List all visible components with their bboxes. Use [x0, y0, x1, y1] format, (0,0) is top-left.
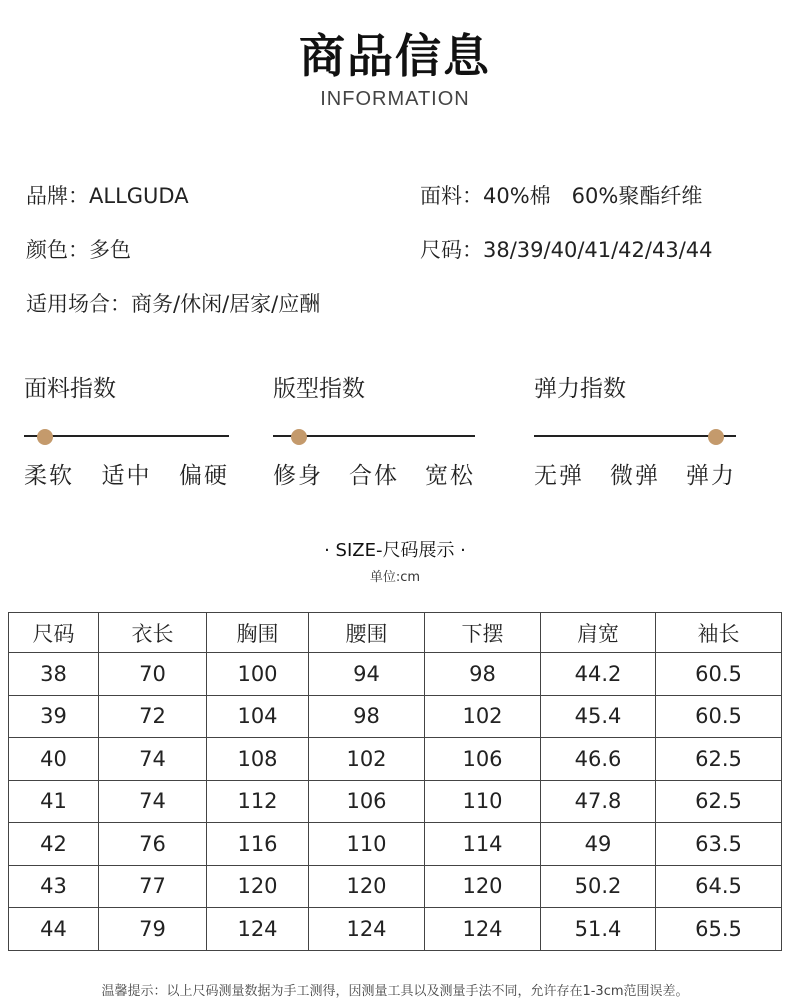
table-row: [9, 653, 782, 696]
occasion-info: 适用场合：商务/休闲/居家/应酬: [26, 292, 321, 316]
table-cell: 106: [309, 780, 425, 823]
table-cell: 120: [207, 865, 309, 908]
page-header: [0, 28, 790, 111]
index-labels: [534, 457, 736, 490]
sizes-info: 尺码：38/39/40/41/42/43/44: [420, 238, 713, 262]
footnote: 温馨提示：以上尺码测量数据为手工测得，因测量工具以及测量手法不同，允许存在1-3cm范围误差。: [101, 984, 689, 999]
table-cell: 110: [425, 780, 541, 823]
column-header: 袖长: [656, 613, 782, 653]
table-cell: 116: [207, 823, 309, 866]
index-label: 修身: [273, 463, 323, 489]
index-title: 弹力指数: [534, 376, 626, 402]
index-labels: [24, 457, 229, 490]
table-cell: 124: [425, 908, 541, 951]
table-cell: 41: [9, 780, 99, 823]
table-cell: 112: [207, 780, 309, 823]
table-cell: 38: [9, 653, 99, 696]
table-cell: 98: [309, 695, 425, 738]
table-row: [9, 780, 782, 823]
table-cell: 100: [207, 653, 309, 696]
index-label: 偏硬: [179, 463, 229, 489]
table-cell: 42: [9, 823, 99, 866]
column-header: 腰围: [309, 613, 425, 653]
index-track: [24, 429, 229, 443]
table-cell: 102: [309, 738, 425, 781]
index-line: [534, 435, 736, 437]
table-cell: 104: [207, 695, 309, 738]
table-cell: 46.6: [541, 738, 656, 781]
table-cell: 63.5: [656, 823, 782, 866]
table-cell: 44: [9, 908, 99, 951]
table-cell: 124: [309, 908, 425, 951]
page-subtitle: INFORMATION: [320, 88, 470, 110]
elasticity-index: [534, 374, 736, 490]
fabric-info: 面料：40%棉 60%聚酯纤维: [420, 184, 703, 208]
index-title: 版型指数: [273, 376, 365, 402]
table-cell: 98: [425, 653, 541, 696]
index-label: 合体: [349, 463, 399, 489]
index-marker: [37, 429, 53, 445]
table-cell: 39: [9, 695, 99, 738]
index-marker: [708, 429, 724, 445]
table-cell: 110: [309, 823, 425, 866]
table-cell: 76: [99, 823, 207, 866]
table-cell: 72: [99, 695, 207, 738]
table-cell: 50.2: [541, 865, 656, 908]
page-title: 商品信息: [299, 29, 491, 83]
table-cell: 94: [309, 653, 425, 696]
size-chart-unit: 单位:cm: [369, 570, 421, 585]
table-row: [9, 695, 782, 738]
index-title: 面料指数: [24, 376, 116, 402]
index-label: 适中: [101, 463, 152, 489]
table-cell: 124: [207, 908, 309, 951]
table-cell: 108: [207, 738, 309, 781]
table-cell: 114: [425, 823, 541, 866]
table-cell: 47.8: [541, 780, 656, 823]
table-cell: 74: [99, 738, 207, 781]
brand-info: 品牌：ALLGUDA: [26, 184, 189, 208]
column-header: 下摆: [425, 613, 541, 653]
table-cell: 65.5: [656, 908, 782, 951]
table-cell: 77: [99, 865, 207, 908]
table-cell: 44.2: [541, 653, 656, 696]
table-cell: 60.5: [656, 653, 782, 696]
table-cell: 40: [9, 738, 99, 781]
column-header: 衣长: [99, 613, 207, 653]
index-label: 宽松: [425, 463, 475, 489]
table-row: [9, 823, 782, 866]
table-cell: 79: [99, 908, 207, 951]
table-cell: 43: [9, 865, 99, 908]
table-cell: 106: [425, 738, 541, 781]
table-cell: 49: [541, 823, 656, 866]
table-cell: 51.4: [541, 908, 656, 951]
table-row: [9, 908, 782, 951]
index-labels: [273, 457, 475, 490]
fabric-index: [24, 374, 229, 490]
index-line: [24, 435, 229, 437]
index-marker: [291, 429, 307, 445]
index-label: 微弹: [610, 463, 660, 489]
index-label: 弹力: [686, 463, 736, 489]
table-cell: 74: [99, 780, 207, 823]
table-cell: 45.4: [541, 695, 656, 738]
index-track: [534, 429, 736, 443]
table-row: [9, 738, 782, 781]
index-label: 柔软: [24, 463, 74, 489]
table-cell: 62.5: [656, 738, 782, 781]
table-cell: 102: [425, 695, 541, 738]
table-row: [9, 865, 782, 908]
color-info: 颜色：多色: [26, 238, 131, 262]
column-header: 胸围: [207, 613, 309, 653]
size-chart-heading: · SIZE-尺码展示 ·: [324, 540, 466, 561]
table-header-row: [9, 613, 782, 653]
table-cell: 70: [99, 653, 207, 696]
size-chart-table: [8, 612, 782, 951]
table-cell: 120: [425, 865, 541, 908]
table-cell: 60.5: [656, 695, 782, 738]
column-header: 尺码: [9, 613, 99, 653]
column-header: 肩宽: [541, 613, 656, 653]
table-cell: 62.5: [656, 780, 782, 823]
index-track: [273, 429, 475, 443]
table-cell: 64.5: [656, 865, 782, 908]
index-label: 无弹: [534, 463, 584, 489]
size-chart-body: [9, 653, 782, 951]
table-cell: 120: [309, 865, 425, 908]
fit-index: [273, 374, 475, 490]
